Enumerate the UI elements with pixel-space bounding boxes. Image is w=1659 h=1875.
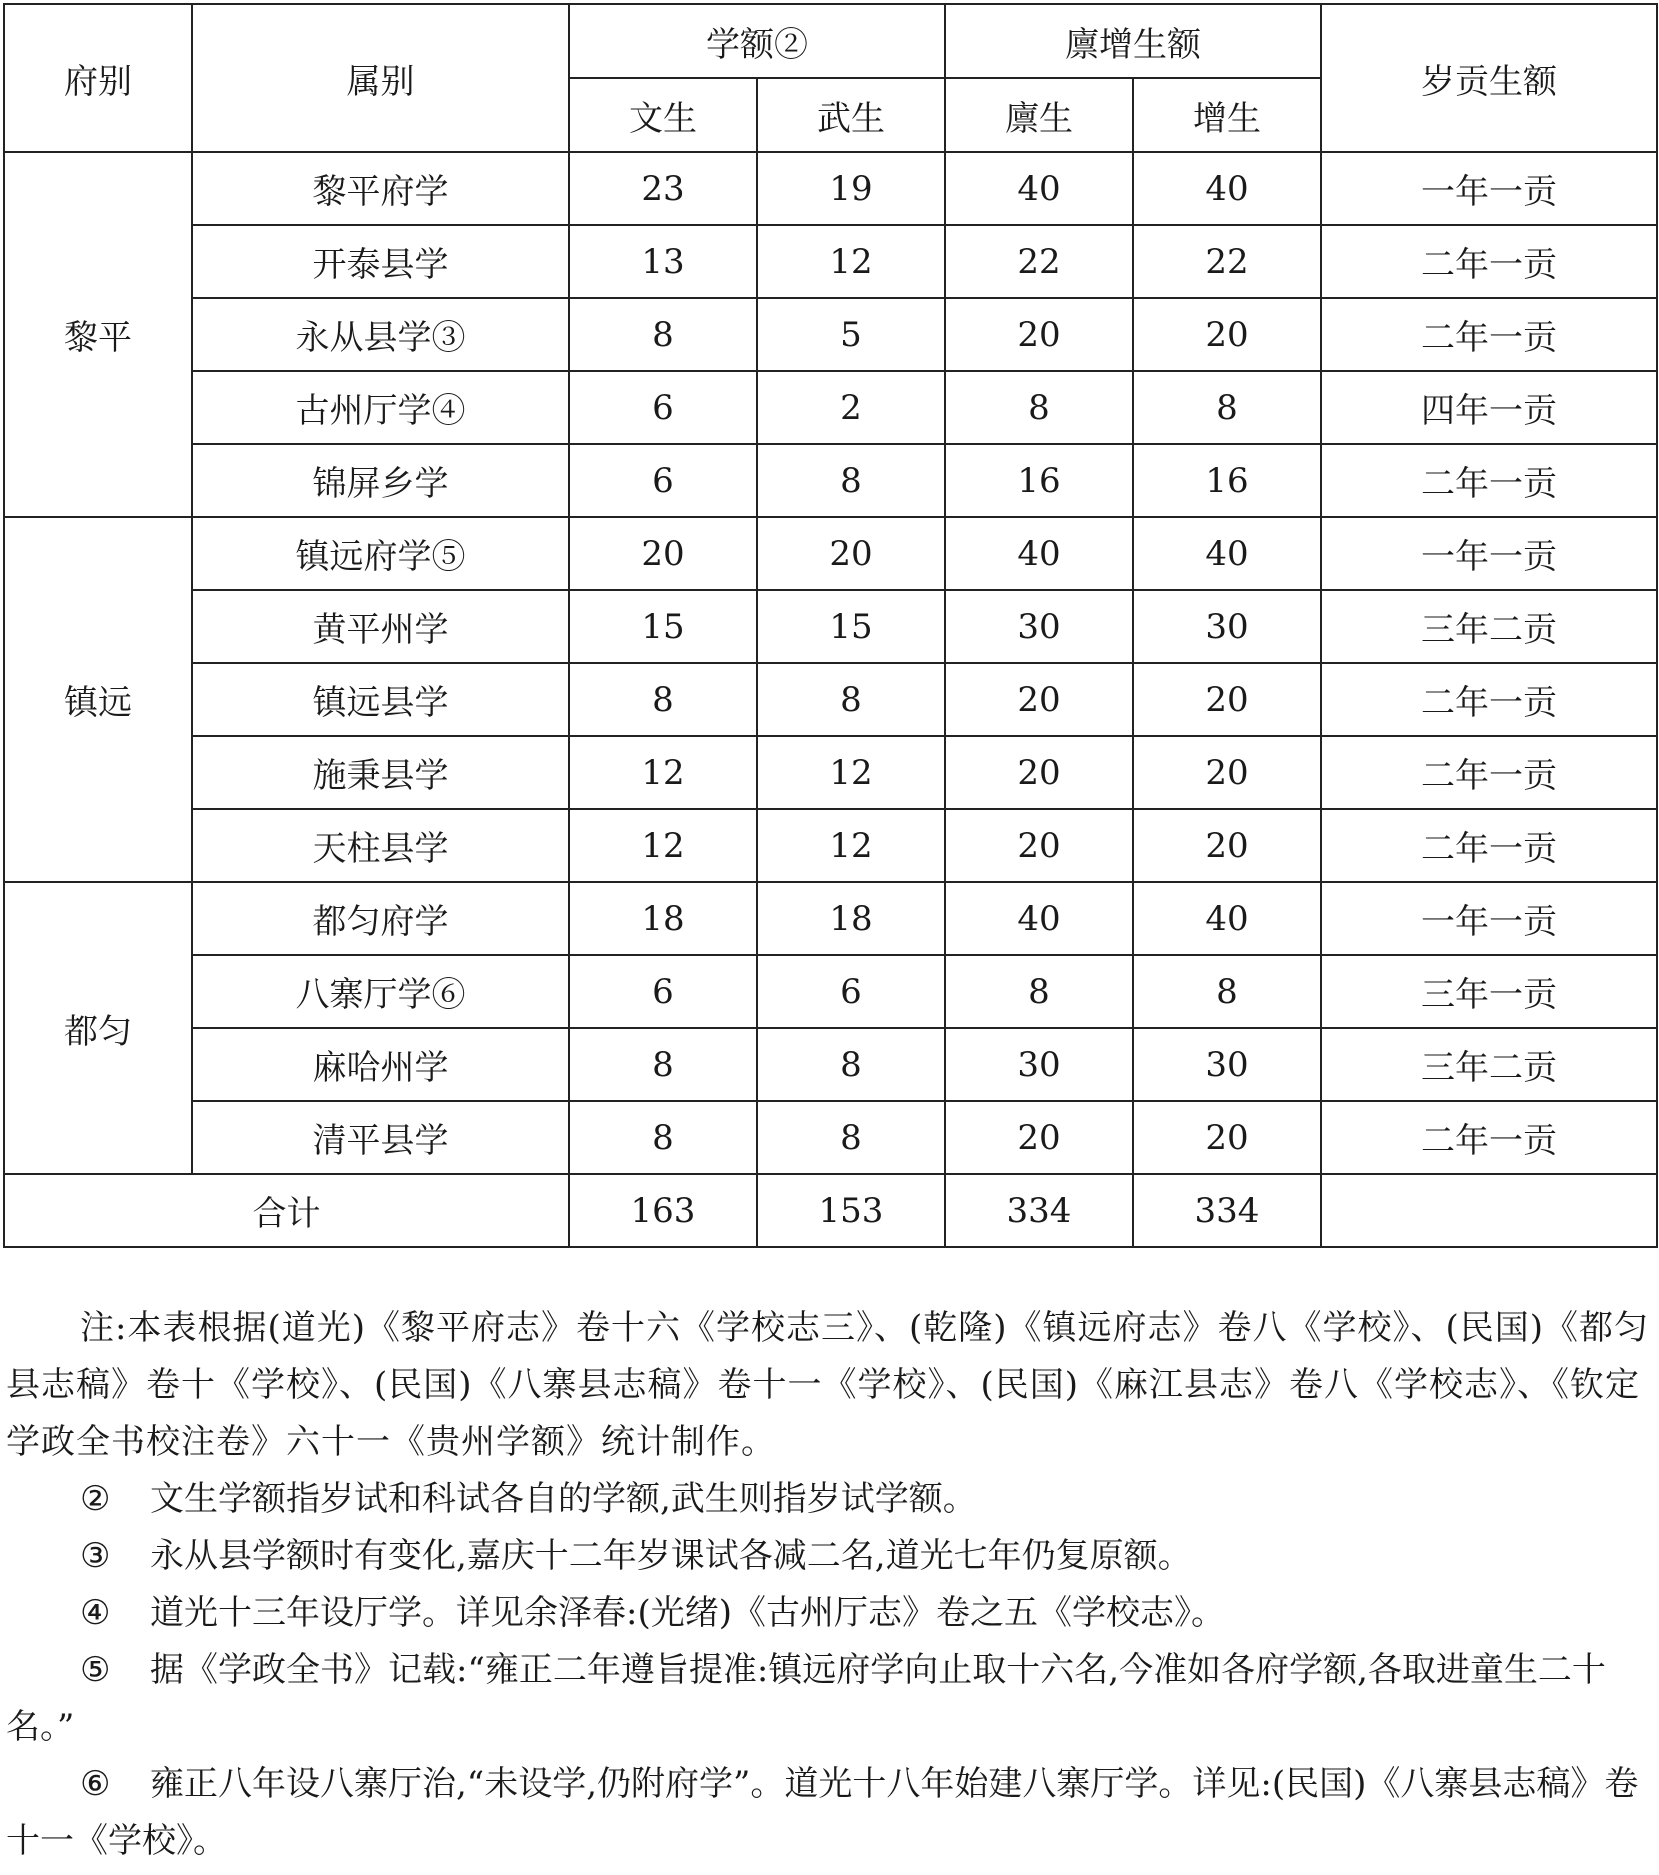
civil-cell: 8 bbox=[569, 1028, 757, 1101]
footnote-text: 文生学额指岁试和科试各自的学额,武生则指岁试学额。 bbox=[150, 1479, 977, 1519]
zeng-cell: 16 bbox=[1133, 444, 1321, 517]
civil-cell: 13 bbox=[569, 225, 757, 298]
military-cell: 19 bbox=[757, 152, 945, 225]
civil-cell: 8 bbox=[569, 298, 757, 371]
zeng-cell: 20 bbox=[1133, 663, 1321, 736]
header-quota-civil: 文生 bbox=[569, 78, 757, 152]
table-row bbox=[4, 1028, 1657, 1101]
school-cell: 锦屏乡学 bbox=[192, 444, 569, 517]
civil-cell: 6 bbox=[569, 955, 757, 1028]
table-row bbox=[4, 444, 1657, 517]
tribute-cell: 一年一贡 bbox=[1321, 517, 1657, 590]
tribute-cell: 三年二贡 bbox=[1321, 590, 1657, 663]
military-cell: 5 bbox=[757, 298, 945, 371]
footnote-list bbox=[6, 1471, 1654, 1870]
table-row bbox=[4, 225, 1657, 298]
lin-cell: 30 bbox=[945, 590, 1133, 663]
footnote bbox=[6, 1642, 1654, 1756]
zeng-cell: 20 bbox=[1133, 809, 1321, 882]
table-row bbox=[4, 736, 1657, 809]
footnote bbox=[6, 1585, 1654, 1642]
tribute-cell: 二年一贡 bbox=[1321, 663, 1657, 736]
tribute-cell: 二年一贡 bbox=[1321, 225, 1657, 298]
table-row bbox=[4, 298, 1657, 371]
military-cell: 6 bbox=[757, 955, 945, 1028]
civil-cell: 6 bbox=[569, 444, 757, 517]
lin-cell: 20 bbox=[945, 809, 1133, 882]
footnote bbox=[6, 1756, 1654, 1870]
table-row bbox=[4, 517, 1657, 590]
lin-cell: 40 bbox=[945, 517, 1133, 590]
school-cell: 麻哈州学 bbox=[192, 1028, 569, 1101]
prefecture-cell: 都匀 bbox=[4, 882, 192, 1174]
zeng-cell: 20 bbox=[1133, 1101, 1321, 1174]
school-quota-table bbox=[3, 3, 1658, 1248]
lin-cell: 20 bbox=[945, 663, 1133, 736]
zeng-cell: 40 bbox=[1133, 517, 1321, 590]
header-stipend-zeng: 增生 bbox=[1133, 78, 1321, 152]
tribute-cell: 二年一贡 bbox=[1321, 736, 1657, 809]
prefecture-cell: 黎平 bbox=[4, 152, 192, 517]
tribute-cell: 一年一贡 bbox=[1321, 152, 1657, 225]
header-tribute: 岁贡生额 bbox=[1321, 4, 1657, 152]
lin-cell: 40 bbox=[945, 882, 1133, 955]
tribute-cell: 二年一贡 bbox=[1321, 444, 1657, 517]
school-cell: 镇远府学⑤ bbox=[192, 517, 569, 590]
military-cell: 8 bbox=[757, 663, 945, 736]
civil-cell: 8 bbox=[569, 1101, 757, 1174]
total-tribute-cell bbox=[1321, 1174, 1657, 1247]
table-row bbox=[4, 1101, 1657, 1174]
tribute-cell: 一年一贡 bbox=[1321, 882, 1657, 955]
lin-cell: 20 bbox=[945, 298, 1133, 371]
footnote-text: 雍正八年设八寨厅治,“未设学,仍附府学”。道光十八年始建八寨厅学。详见:(民国)《八寨县志稿》卷十一《学校》。 bbox=[6, 1764, 1639, 1861]
footnote-text: 道光十三年设厅学。详见余泽春:(光绪)《古州厅志》卷之五《学校志》。 bbox=[150, 1593, 1225, 1633]
school-cell: 都匀府学 bbox=[192, 882, 569, 955]
military-cell: 8 bbox=[757, 444, 945, 517]
header-stipend-group: 廪增生额 bbox=[945, 4, 1321, 78]
lin-cell: 20 bbox=[945, 1101, 1133, 1174]
source-note: 注:本表根据(道光)《黎平府志》卷十六《学校志三》、(乾隆)《镇远府志》卷八《学校》、(民国)《都匀县志稿》卷十《学校》、(民国)《八寨县志稿》卷十一《学校》、(民国)《麻江县志》卷八《学校志》、《钦定学政全书校注卷》六十一《贵州学额》统计制作。 bbox=[6, 1308, 1650, 1462]
zeng-cell: 30 bbox=[1133, 590, 1321, 663]
military-cell: 8 bbox=[757, 1028, 945, 1101]
civil-cell: 12 bbox=[569, 736, 757, 809]
total-lin-cell: 334 bbox=[945, 1174, 1133, 1247]
zeng-cell: 40 bbox=[1133, 152, 1321, 225]
total-label: 合计 bbox=[4, 1174, 569, 1247]
military-cell: 18 bbox=[757, 882, 945, 955]
zeng-cell: 20 bbox=[1133, 736, 1321, 809]
school-cell: 清平县学 bbox=[192, 1101, 569, 1174]
school-cell: 施秉县学 bbox=[192, 736, 569, 809]
tribute-cell: 二年一贡 bbox=[1321, 809, 1657, 882]
tribute-cell: 四年一贡 bbox=[1321, 371, 1657, 444]
lin-cell: 16 bbox=[945, 444, 1133, 517]
lin-cell: 8 bbox=[945, 955, 1133, 1028]
table-notes bbox=[6, 1300, 1654, 1870]
footnote-mark: ② bbox=[80, 1479, 111, 1519]
table-body bbox=[4, 152, 1657, 1247]
school-cell: 永从县学③ bbox=[192, 298, 569, 371]
school-cell: 镇远县学 bbox=[192, 663, 569, 736]
military-cell: 20 bbox=[757, 517, 945, 590]
tribute-cell: 三年一贡 bbox=[1321, 955, 1657, 1028]
school-cell: 天柱县学 bbox=[192, 809, 569, 882]
lin-cell: 22 bbox=[945, 225, 1133, 298]
footnote-mark: ⑤ bbox=[80, 1650, 111, 1690]
table-row bbox=[4, 809, 1657, 882]
header-quota-group: 学额② bbox=[569, 4, 945, 78]
tribute-cell: 二年一贡 bbox=[1321, 1101, 1657, 1174]
school-cell: 黄平州学 bbox=[192, 590, 569, 663]
total-zeng-cell: 334 bbox=[1133, 1174, 1321, 1247]
civil-cell: 12 bbox=[569, 809, 757, 882]
tribute-cell: 二年一贡 bbox=[1321, 298, 1657, 371]
zeng-cell: 8 bbox=[1133, 955, 1321, 1028]
civil-cell: 15 bbox=[569, 590, 757, 663]
table-row bbox=[4, 590, 1657, 663]
lin-cell: 20 bbox=[945, 736, 1133, 809]
table-row bbox=[4, 955, 1657, 1028]
footnote-text: 永从县学额时有变化,嘉庆十二年岁课试各减二名,道光七年仍复原额。 bbox=[150, 1536, 1192, 1576]
zeng-cell: 22 bbox=[1133, 225, 1321, 298]
school-cell: 黎平府学 bbox=[192, 152, 569, 225]
civil-cell: 8 bbox=[569, 663, 757, 736]
military-cell: 12 bbox=[757, 225, 945, 298]
header-row-top bbox=[4, 4, 1657, 78]
military-cell: 8 bbox=[757, 1101, 945, 1174]
tribute-cell: 三年二贡 bbox=[1321, 1028, 1657, 1101]
civil-cell: 23 bbox=[569, 152, 757, 225]
header-quota-military: 武生 bbox=[757, 78, 945, 152]
footnote bbox=[6, 1471, 1654, 1528]
footnote-mark: ③ bbox=[80, 1536, 111, 1576]
school-cell: 开泰县学 bbox=[192, 225, 569, 298]
civil-cell: 6 bbox=[569, 371, 757, 444]
military-cell: 15 bbox=[757, 590, 945, 663]
footnote-mark: ④ bbox=[80, 1593, 111, 1633]
military-cell: 2 bbox=[757, 371, 945, 444]
civil-cell: 18 bbox=[569, 882, 757, 955]
school-cell: 古州厅学④ bbox=[192, 371, 569, 444]
military-cell: 12 bbox=[757, 736, 945, 809]
header-stipend-lin: 廪生 bbox=[945, 78, 1133, 152]
lin-cell: 30 bbox=[945, 1028, 1133, 1101]
civil-cell: 20 bbox=[569, 517, 757, 590]
zeng-cell: 40 bbox=[1133, 882, 1321, 955]
zeng-cell: 8 bbox=[1133, 371, 1321, 444]
table-row bbox=[4, 882, 1657, 955]
table-row bbox=[4, 371, 1657, 444]
header-prefecture: 府别 bbox=[4, 4, 192, 152]
lin-cell: 8 bbox=[945, 371, 1133, 444]
total-military-cell: 153 bbox=[757, 1174, 945, 1247]
footnote-text: 据《学政全书》记载:“雍正二年遵旨提准:镇远府学向止取十六名,今准如各府学额,各取进童生二十名。” bbox=[6, 1650, 1606, 1747]
prefecture-cell: 镇远 bbox=[4, 517, 192, 882]
zeng-cell: 20 bbox=[1133, 298, 1321, 371]
zeng-cell: 30 bbox=[1133, 1028, 1321, 1101]
total-row bbox=[4, 1174, 1657, 1247]
table-row bbox=[4, 152, 1657, 225]
header-school: 属别 bbox=[192, 4, 569, 152]
military-cell: 12 bbox=[757, 809, 945, 882]
table-row bbox=[4, 663, 1657, 736]
school-cell: 八寨厅学⑥ bbox=[192, 955, 569, 1028]
footnote-mark: ⑥ bbox=[80, 1764, 111, 1804]
total-civil-cell: 163 bbox=[569, 1174, 757, 1247]
footnote bbox=[6, 1528, 1654, 1585]
lin-cell: 40 bbox=[945, 152, 1133, 225]
